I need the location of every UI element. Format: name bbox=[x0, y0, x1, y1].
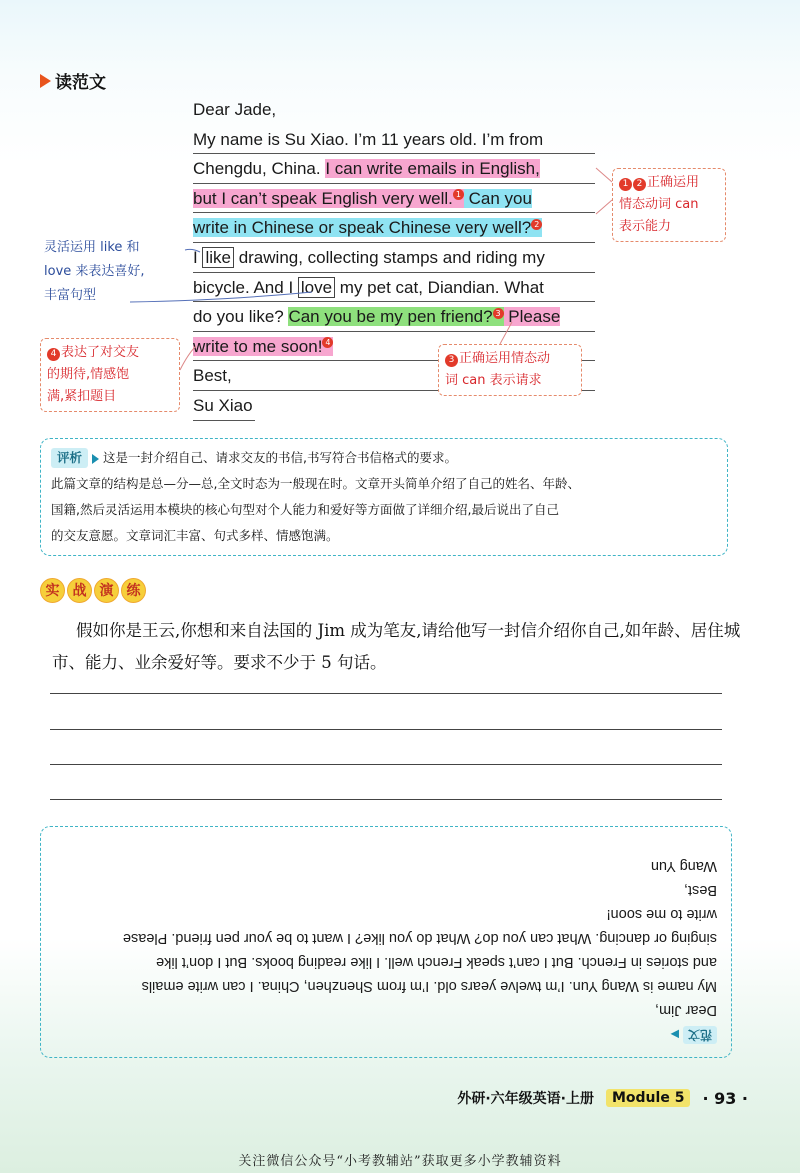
model-essay-box bbox=[40, 826, 732, 1058]
heading-char: 战 bbox=[67, 578, 92, 603]
mark-number: 2 bbox=[531, 219, 542, 230]
writing-line[interactable] bbox=[50, 799, 722, 800]
mark-number: 1 bbox=[619, 178, 632, 191]
highlight-blue: write in Chinese or speak Chinese very well? 2 bbox=[193, 218, 542, 237]
heading-char: 实 bbox=[40, 578, 65, 603]
bottom-note: 关注微信公众号“小考教辅站”获取更多小学教辅资料 bbox=[238, 1154, 562, 1169]
boxed-word-like: like bbox=[202, 247, 234, 268]
connector-line bbox=[130, 292, 312, 302]
triangle-icon bbox=[92, 454, 99, 464]
analysis-tag: 评析 bbox=[51, 448, 88, 468]
letter-line: bicycle. And I love my pet cat, Diandian. What bbox=[193, 273, 595, 303]
connector-line bbox=[596, 200, 612, 214]
letter-line: My name is Su Xiao. I’m 11 years old. I’m from bbox=[193, 125, 595, 155]
mark-number: 1 bbox=[453, 189, 464, 200]
boxed-word-love: love bbox=[298, 277, 335, 298]
model-line: Best, bbox=[683, 882, 717, 898]
note-ability: 1 2 正确运用 情态动词 can 表示能力 bbox=[612, 168, 726, 242]
section-title: 读范文 bbox=[55, 73, 106, 93]
highlight-green: Can you be my pen friend? 3 bbox=[288, 307, 503, 326]
letter-signature: Su Xiao bbox=[193, 391, 255, 421]
model-line: Dear Jim, bbox=[654, 1002, 717, 1018]
model-line: singing or dancing. What can you do? What do you like? I want to be your pen friend. Please bbox=[122, 930, 717, 946]
connector-line bbox=[596, 168, 612, 182]
heading-char: 演 bbox=[94, 578, 119, 603]
letter-greeting: Dear Jade, bbox=[193, 100, 277, 119]
connector-line bbox=[185, 249, 200, 252]
note-request: 3 正确运用情态动 词 can 表示请求 bbox=[438, 344, 582, 396]
letter-line: Chengdu, China. I can write emails in English, bbox=[193, 154, 595, 184]
connector-line bbox=[180, 346, 196, 370]
connector-line bbox=[500, 322, 512, 344]
model-line: write to me soon! bbox=[606, 906, 717, 922]
model-line: and stories in French. But I can’t speak French well. I like reading books. But I don’t like bbox=[156, 954, 717, 970]
mark-number: 4 bbox=[322, 337, 333, 348]
page-number: · 93 · bbox=[702, 1088, 748, 1108]
letter-closing: Best, bbox=[193, 361, 595, 391]
page-footer bbox=[457, 1088, 748, 1108]
mark-number: 4 bbox=[47, 348, 60, 361]
practice-heading bbox=[40, 578, 146, 603]
highlight-pink: but I can’t speak English very well. 1 bbox=[193, 189, 464, 208]
writing-line[interactable] bbox=[50, 729, 722, 730]
highlight-pink: write to me soon! 4 bbox=[193, 337, 333, 356]
mark-number: 2 bbox=[633, 178, 646, 191]
letter-line: do you like? Can you be my pen friend? 3 Please bbox=[193, 302, 595, 332]
module-label: Module 5 bbox=[606, 1089, 690, 1107]
mark-number: 3 bbox=[493, 308, 504, 319]
model-essay-rotated: 范文 ▶ Dear Jim, My name is Wang Yun. I’m twelve years old. I’m from Shenzhen, China. I can write emails and stories in French. But I can’t speak French well. I like reading books. But I don’t like singing or dancing. What can you do? What do you like? I want to be your pen friend. Please write to me soon! Best, Wang Yun bbox=[41, 827, 731, 1057]
annotation-connectors bbox=[0, 0, 800, 420]
model-line: My name is Wang Yun. I’m twelve years old. I’m from Shenzhen, China. I can write emails bbox=[141, 978, 717, 994]
highlight-pink: I can write emails in English, bbox=[325, 159, 540, 179]
note-like-love: 灵活运用 like 和 love 来表达喜好, 丰富句型 bbox=[44, 240, 145, 303]
analysis-box: 评析 这是一封介绍自己、请求交友的书信,书写符合书信格式的要求。 此篇文章的结构是总—分—总,全文时态为一般现在时。文章开头简单介绍了自己的姓名、年龄、 国籍,然后灵活运用本模块的核心句型对个人能力和爱好等方面做了详细介绍,最后说出了自己 的交友意愿。文章词汇丰富、句式多样、情感饱满。 bbox=[40, 438, 728, 556]
mark-number: 3 bbox=[445, 354, 458, 367]
note-expectation: 4 表达了对交友 的期待,情感饱 满,紧扣题目 bbox=[40, 338, 180, 412]
heading-char: 练 bbox=[121, 578, 146, 603]
model-line: Wang Yun bbox=[650, 858, 717, 874]
highlight-pink: Please bbox=[503, 307, 561, 327]
letter-line: I like drawing, collecting stamps and riding my bbox=[193, 243, 595, 273]
book-title: 外研·六年级英语·上册 bbox=[457, 1091, 594, 1107]
writing-line[interactable] bbox=[50, 764, 722, 765]
writing-task: 假如你是王云,你想和来自法国的 Jim 成为笔友,请给他写一封信介绍你自己,如年龄、居住城市、能力、业余爱好等。要求不少于 5 句话。 bbox=[52, 621, 741, 672]
model-tag: 范文 bbox=[683, 1026, 717, 1044]
highlight-blue: Can you bbox=[463, 188, 532, 208]
writing-line[interactable] bbox=[50, 693, 722, 694]
